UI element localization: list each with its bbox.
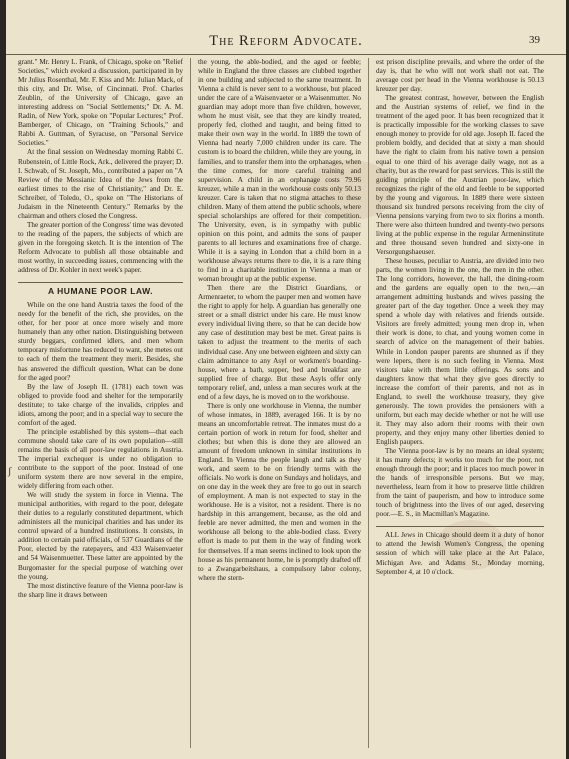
paragraph: The principle established by this system—that each commune should take care of its own population—still remains the basis of all poor-law regulations in Austria. The imperial exchequer is under no obligation to contribute to the support of the poor. Instead of one uniform system there are now several in the empire, widely differing from each other.: [18, 427, 183, 491]
paragraph: est prison discipline prevails, and where the order of the day is, that he who will not work shall not eat. The average cost per head in the Vienna workhouse is 50.13 kreuzer per day.: [376, 58, 544, 94]
paragraph: the young, the able-bodied, and the aged or feeble; while in England the three classes are clubbed together in one building and subjected to the same treatment. In Vienna a child is never sent to a workhouse, but placed under the care of a Waisenvaeter or a Waisenmutter. No guardian may adopt more than five children, however, whom he must visit, see that they are kindly treated, properly fed, clothed and taught, and being fitted to make their own way in the world. In 1889 the town of Vienna had nearly 7,000 children under its care. The custom is to board the children, while they are young, in families, and to transfer them into the orphanages, when the time comes, for more careful training and supervision. A child in an orphanage costs 79.96 kreuzer, while a man in the workhouse costs only 50.13 kreuzer. Care is taken that no stigma attaches to these children. Many of them attend the public schools, where special scholarships are offered for their competition. The University, even, is in sympathy with public opinion on this point, and admits the sons of pauper parents to all lectures and examinations free of charge. While it is a saying in London that a child born in a workhouse always returns there to die, it is a rare thing to find in a charitable institution in Vienna a man or woman brought up at the public expense.: [198, 58, 361, 284]
column-divider: [190, 58, 191, 748]
paragraph: We will study the system in force in Vienna. The municipal authorities, with regard to the poor, delegate their duties to a regularly constituted department, which administers all the municipal charities and has under its control upward of a hundred institutions. It consists, in addition to certain paid officials, of 537 Guardians of the Poor, elected by the ratepayers, and 433 Waisenvaeter and 54 Waisenmuetter. These latter are appointed by the Burgomaster for the special purpose of watching over the young.: [18, 491, 183, 581]
column-middle: [198, 58, 361, 758]
section-rule: [18, 282, 183, 283]
section-rule: [376, 526, 544, 527]
section-title: A HUMANE POOR LAW.: [47, 286, 154, 297]
paragraph: These houses, peculiar to Austria, are divided into two parts, the women living in the one, the men in the other. The long corridors, however, the hall, the dining-room and the gardens are equally open to the two,—an arrangement admitting husbands and wives passing the greater part of the day together. Once a week they may spend a whole day with relatives and friends outside. Visitors are freely admitted; young men drop in, when their work is done, to chat, and young women come in search of advice on the management of their babies. While in London pauper parents are shunned as if they were lepers, there is no such feeling in Vienna. Most visitors take with them little offerings. As sons and daughters know that what they give goes directly to increase the comfort of their parents, and not as in England, to swell the workhouse treasury, they give generously. The town provides the pensioners with a uniform, but each may decide whether or not he will use it. They may also adorn their rooms with their own property, and they enjoy many other liberties denied to English paupers.: [376, 257, 544, 446]
paragraph: The greater portion of the Congress' time was devoted to the reading of the papers, the subjects of which are given in the foregoing sketch. It is the intention of The Reform Advocate to publish all those obtainable and most worthy, in succeeding issues, commencing with the address of Dr. Kohler in next week's paper.: [18, 220, 183, 275]
newspaper-page: [6, 0, 566, 759]
paragraph: grant." Mr. Henry L. Frank, of Chicago, spoke on "Relief Societies," which evoked a discussion, participated in by Mr Julius Rosenthal, Mr. F. Kiss and Mr. Julian Mack, of this city, and Dr. Wise, of Cincinnati. Prof. Charles Zeublin, of the University of Chicago, gave an interesting address on "Social Settlements;" Dr. A. M. Radin, of New York, spoke on "Popular Lectures;" Prof. Bamberger, of Chicago, on "Training Schools," and Rabbi A. Guttman, of Syracuse, on "Personal Service Societies.": [18, 58, 183, 148]
column-left: [18, 58, 183, 758]
column-right: [376, 58, 544, 758]
masthead-title: The Reform Advocate.: [209, 33, 363, 49]
paragraph: The greatest contrast, however, between the English and the Austrian systems of relief, we find in the treatment of the aged poor. It has been recognized that it is practically impossible for the working classes to save enough money to provide for old age. Joseph II. faced the problem boldly, and decided that at sixty a man should have the right to claim from his native town a pension equal to one third of his average daily wage, not as a charity, but as the reward for past services. This is still the guiding principle of the Austrian poor-law, which recognizes the right of the old and feeble to be supported by the young and vigorous. In 1889 there were sixteen thousand six hundred persons receiving from the city of Vienna pensions varying from two to six florins a month. There were also thirteen hundred and twenty-two persons living at the public expense in the regular Armeninstitute and three thousand seven hundred and sixty-one in Versorgungshaeuser.: [376, 94, 544, 256]
column-divider: [368, 58, 369, 748]
paragraph: While on the one hand Austria taxes the food of the needy for the benefit of the rich, she provides, on the other, for her poor at once more wisely and more humanely than any other nation. Distinguishing between sturdy beggars, confirmed idlers, and men whom temporary misfortune has reduced to want, she metes out to each of them the treatment they merit. Besides, she has answered the difficult question, What can be done for the aged poor?: [18, 301, 183, 382]
paragraph: Then there are the District Guardians, or Armenraeter, to whom the pauper men and women have the right to apply for help. A guardian has generally one street or a small district under his care. He must know every individual living there, so that he can decide how any case of destitution may best be met. Great pains is taken to adjust the treatment to the merits of each individual case. Any one between eighteen and sixty can claim admittance to any Asyl or workmen's boarding-house, where a bath, supper, bed and breakfast are supplied free of charge. But these Asyls offer only temporary relief, and, unless a man secures work at the end of a few days, he is moved on to the workhouse.: [198, 284, 361, 401]
paragraph: The most distinctive feature of the Vienna poor-law is the sharp line it draws between: [18, 581, 183, 599]
paragraph: There is only one workhouse in Vienna, the number of whose inmates, in 1889, averaged 166. It is by no means an uncomfortable retreat. The inmates must do a certain portion of work in return for food, shelter and clothes; but when this is done they are allowed an amount of freedom unknown in similar institutions in England. In Vienna the people laugh and talk as they work, and seem to be on friendly terms with the officials. No work is done on Sundays and holidays, and on one day in the week they are free to go out in search of employment. A man is not expected to stay in the workhouse. He is a visitor, not a resident. There is no hardship in this arrangement, because, as the old and feeble are never admitted, the men and women in the workhouse all belong to the able-bodied class. Every effort is made to put them in the way of finding work for themselves. If a man seems inclined to look upon the house as his permanent home, he is promptly drafted off to a Zwangarbeitshaus, a compulsory labor colony, where the stern-: [198, 401, 361, 582]
page-header: [6, 30, 566, 55]
paragraph: By the law of Joseph II. (1781) each town was obliged to provide food and shelter for the temporarily destitute; to take charge of the invalids, cripples and idiots, among the poor; and in a special way to secure the comfort of the aged.: [18, 382, 183, 427]
paragraph: The Vienna poor-law is by no means an ideal system; it has many defects; it works too much for the poor, not enough through the poor; and it places too much power in the hands of irresponsible persons. But we may, nevertheless, learn from it how to preserve little children from the taint of pauperism, and how to introduce some touch of brightness into the lives of our aged, deserving poor.—E. S., in Macmillan's Magazine.: [376, 447, 544, 519]
margin-mark: ʃ: [8, 466, 12, 477]
paragraph: ALL Jews in Chicago should deem it a duty of honor to attend the Jewish Women's Congress, the opening session of which will take place at the Art Palace, Michigan Ave. and Adams St., Monday morning, September 4, at 10 o'clock.: [376, 531, 544, 576]
paragraph: At the final session on Wednesday morning Rabbi C. Rubenstein, of Little Rock, Ark., delivered the prayer; D. I. Schwab, of St. Joseph, Mo., contributed a paper on "A Review of the Messianic Idea of the Jews from the earliest times to the rise of Christianity," and Dr. E. Schreiber, of Toledo, O., spoke on "The Historians of Judaism in the Nineteenth Century." Remarks by the chairman and others closed the Congress.: [18, 148, 183, 220]
page-number: 39: [529, 34, 540, 46]
